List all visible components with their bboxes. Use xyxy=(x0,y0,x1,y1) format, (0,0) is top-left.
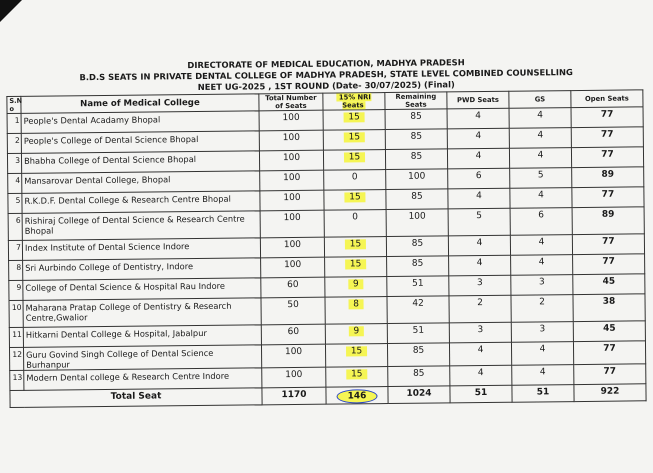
pwd-seats-cell: 4 xyxy=(447,148,509,169)
remaining-seats-cell: 85 xyxy=(387,343,449,367)
sno-cell: 2 xyxy=(7,133,21,153)
nri-highlight: 15 xyxy=(344,152,366,162)
col-nri-header xyxy=(323,93,385,111)
total-seats-cell: 50 xyxy=(261,297,325,325)
gs-seats-cell: 4 xyxy=(511,342,573,366)
sno-cell: 6 xyxy=(8,213,22,240)
pwd-seats-cell: 3 xyxy=(449,322,511,343)
document-header xyxy=(6,55,646,95)
col-sno-header: S.N o xyxy=(7,96,21,113)
open-seats-cell: 77 xyxy=(571,147,643,168)
nri-highlight: 15 xyxy=(345,239,367,249)
pwd-seats-cell: 6 xyxy=(448,168,510,189)
gs-seats-cell: 5 xyxy=(510,168,572,189)
total-seats-cell: 100 xyxy=(260,237,324,258)
remaining-seats-cell: 51 xyxy=(387,276,449,297)
total-open: 922 xyxy=(574,384,646,402)
open-seats-cell: 77 xyxy=(572,187,644,208)
sno-cell: 12 xyxy=(9,347,23,370)
gs-seats-cell: 4 xyxy=(511,255,573,276)
nri-highlight: 9 xyxy=(348,279,364,289)
nri-highlight: 15 xyxy=(346,346,368,356)
total-seats-cell: 100 xyxy=(259,130,323,151)
sno-cell: 7 xyxy=(8,240,22,260)
total-seats-cell: 100 xyxy=(262,367,326,388)
total-pwd: 51 xyxy=(450,385,512,403)
gs-seats-cell: 4 xyxy=(510,188,572,209)
nri-highlight: 9 xyxy=(348,326,364,336)
col-remaining-header: Remaining Seats xyxy=(385,92,447,110)
open-seats-cell: 45 xyxy=(573,321,645,342)
pwd-seats-cell: 4 xyxy=(449,342,511,366)
total-seats-cell: 100 xyxy=(260,210,324,238)
remaining-seats-cell: 85 xyxy=(386,236,448,257)
sno-cell: 1 xyxy=(7,113,21,133)
pwd-seats-cell: 3 xyxy=(449,275,511,296)
nri-seats-cell xyxy=(325,297,387,325)
college-name-cell: College of Dental Science & Hospital Rau Indore xyxy=(23,278,261,300)
remaining-seats-cell: 85 xyxy=(385,109,447,130)
total-label: Total Seat xyxy=(10,388,262,408)
sno-cell: 8 xyxy=(9,260,23,280)
pwd-seats-cell: 4 xyxy=(447,108,509,129)
nri-seats-cell xyxy=(325,324,387,345)
page-corner-shadow xyxy=(0,0,22,22)
gs-seats-cell: 3 xyxy=(511,322,573,343)
gs-seats-cell: 2 xyxy=(511,295,573,323)
table-body xyxy=(7,107,646,391)
total-seats-cell: 100 xyxy=(260,170,324,191)
gs-seats-cell: 4 xyxy=(509,108,571,129)
nri-highlight: 15 xyxy=(344,192,366,202)
nri-highlight: 15 xyxy=(344,132,366,142)
total-seats-cell: 100 xyxy=(259,110,323,131)
remaining-seats-cell: 51 xyxy=(387,323,449,344)
pwd-seats-cell: 4 xyxy=(447,128,509,149)
col-pwd-header: PWD Seats xyxy=(447,91,509,109)
open-seats-cell: 38 xyxy=(573,294,645,322)
sno-cell: 3 xyxy=(7,153,21,173)
nri-highlight: 15 xyxy=(343,112,365,122)
open-seats-cell: 77 xyxy=(571,127,643,148)
college-name-cell: Rishiraj College of Dental Science & Research Centre Bhopal xyxy=(22,211,260,240)
remaining-seats-cell: 85 xyxy=(388,366,450,387)
college-name-cell: Sri Aurbindo College of Dentistry, Indore xyxy=(23,258,261,280)
col-total-header: Total Number of Seats xyxy=(259,93,323,111)
pwd-seats-cell: 5 xyxy=(448,208,510,236)
gs-seats-cell: 4 xyxy=(512,365,574,386)
total-seats: 1170 xyxy=(262,387,326,405)
college-name-cell: Modern Dental college & Research Centre Indore xyxy=(24,368,262,390)
remaining-seats-cell: 85 xyxy=(387,256,449,277)
total-remaining: 1024 xyxy=(388,386,450,404)
open-seats-cell: 89 xyxy=(572,207,644,235)
col-college-header: Name of Medical College xyxy=(21,94,259,113)
pwd-seats-cell: 4 xyxy=(450,365,512,386)
sno-cell: 10 xyxy=(9,300,23,327)
nri-seats-cell xyxy=(323,130,385,151)
pwd-seats-cell: 4 xyxy=(448,188,510,209)
open-seats-cell: 77 xyxy=(573,341,645,365)
remaining-seats-cell: 85 xyxy=(386,189,448,210)
college-name-cell: Bhabha College of Dental Science Bhopal xyxy=(21,151,259,173)
nri-highlight: 8 xyxy=(348,299,364,309)
header-line-1: DIRECTORATE OF MEDICAL EDUCATION, MADHYA PRADESH xyxy=(187,57,465,71)
college-name-cell: Maharana Pratap College of Dentistry & Research Centre,Gwalior xyxy=(23,298,261,327)
gs-seats-cell: 6 xyxy=(510,208,572,236)
college-name-cell: People's Dental Acadamy Bhopal xyxy=(21,111,259,133)
sno-cell: 13 xyxy=(10,370,24,390)
nri-seats-cell: 0 xyxy=(324,210,386,238)
header-line-3: NEET UG-2025 , 1ST ROUND (Date- 30/07/2025) (Final) xyxy=(197,79,455,92)
col-nri-header-text: 15% NRI Seats xyxy=(338,93,371,110)
gs-seats-cell: 3 xyxy=(511,275,573,296)
seat-table xyxy=(6,89,646,408)
college-name-cell: People's College of Dental Science Bhopal xyxy=(21,131,259,153)
total-seats-cell: 100 xyxy=(261,344,325,368)
college-name-cell: Index Institute of Dental Science Indore xyxy=(22,238,260,260)
total-seats-cell: 100 xyxy=(261,257,325,278)
total-gs: 51 xyxy=(512,385,574,403)
remaining-seats-cell: 42 xyxy=(387,296,449,324)
col-open-header: Open Seats xyxy=(571,90,643,108)
nri-seats-cell xyxy=(326,367,388,388)
pwd-seats-cell: 4 xyxy=(448,235,510,256)
nri-seats-cell: 0 xyxy=(324,170,386,191)
nri-highlight: 15 xyxy=(346,369,368,379)
open-seats-cell: 77 xyxy=(573,254,645,275)
nri-seats-cell xyxy=(325,344,387,368)
total-nri-circled: 146 xyxy=(337,389,378,403)
gs-seats-cell: 4 xyxy=(510,235,572,256)
nri-seats-cell xyxy=(325,257,387,278)
remaining-seats-cell: 85 xyxy=(385,149,447,170)
total-seats-cell: 100 xyxy=(259,150,323,171)
total-nri-cell xyxy=(326,387,388,405)
header-line-2: B.D.S SEATS IN PRIVATE DENTAL COLLEGE OF MADHYA PRADESH, STATE LEVEL COMBINED COUNSELLING xyxy=(79,67,573,83)
total-seats-cell: 100 xyxy=(260,190,324,211)
remaining-seats-cell: 85 xyxy=(385,129,447,150)
sno-cell: 11 xyxy=(9,327,23,347)
college-name-cell: Hitkarni Dental College & Hospital, Jabalpur xyxy=(23,325,261,347)
col-gs-header: GS xyxy=(509,91,571,109)
pwd-seats-cell: 2 xyxy=(449,295,511,323)
nri-seats-cell xyxy=(325,277,387,298)
open-seats-cell: 89 xyxy=(572,167,644,188)
nri-seats-cell xyxy=(323,150,385,171)
open-seats-cell: 77 xyxy=(572,234,644,255)
total-seats-cell: 60 xyxy=(261,324,325,345)
sno-cell: 4 xyxy=(8,173,22,193)
open-seats-cell: 77 xyxy=(574,364,646,385)
college-name-cell: Mansarovar Dental College, Bhopal xyxy=(22,171,260,193)
open-seats-cell: 45 xyxy=(573,274,645,295)
nri-seats-cell xyxy=(324,190,386,211)
college-name-cell: R.K.D.F. Dental College & Research Centre Bhopal xyxy=(22,191,260,213)
nri-seats-cell xyxy=(323,110,385,131)
gs-seats-cell: 4 xyxy=(509,148,571,169)
remaining-seats-cell: 100 xyxy=(386,169,448,190)
sno-cell: 9 xyxy=(9,280,23,300)
seat-matrix-document xyxy=(6,55,650,408)
gs-seats-cell: 4 xyxy=(509,128,571,149)
nri-seats-cell xyxy=(324,237,386,258)
sno-cell: 5 xyxy=(8,193,22,213)
pwd-seats-cell: 4 xyxy=(449,255,511,276)
nri-highlight: 15 xyxy=(345,259,367,269)
remaining-seats-cell: 100 xyxy=(386,209,448,237)
open-seats-cell: 77 xyxy=(571,107,643,128)
college-name-cell: Guru Govind Singh College of Dental Science Burhanpur xyxy=(23,345,261,370)
total-seats-cell: 60 xyxy=(261,277,325,298)
